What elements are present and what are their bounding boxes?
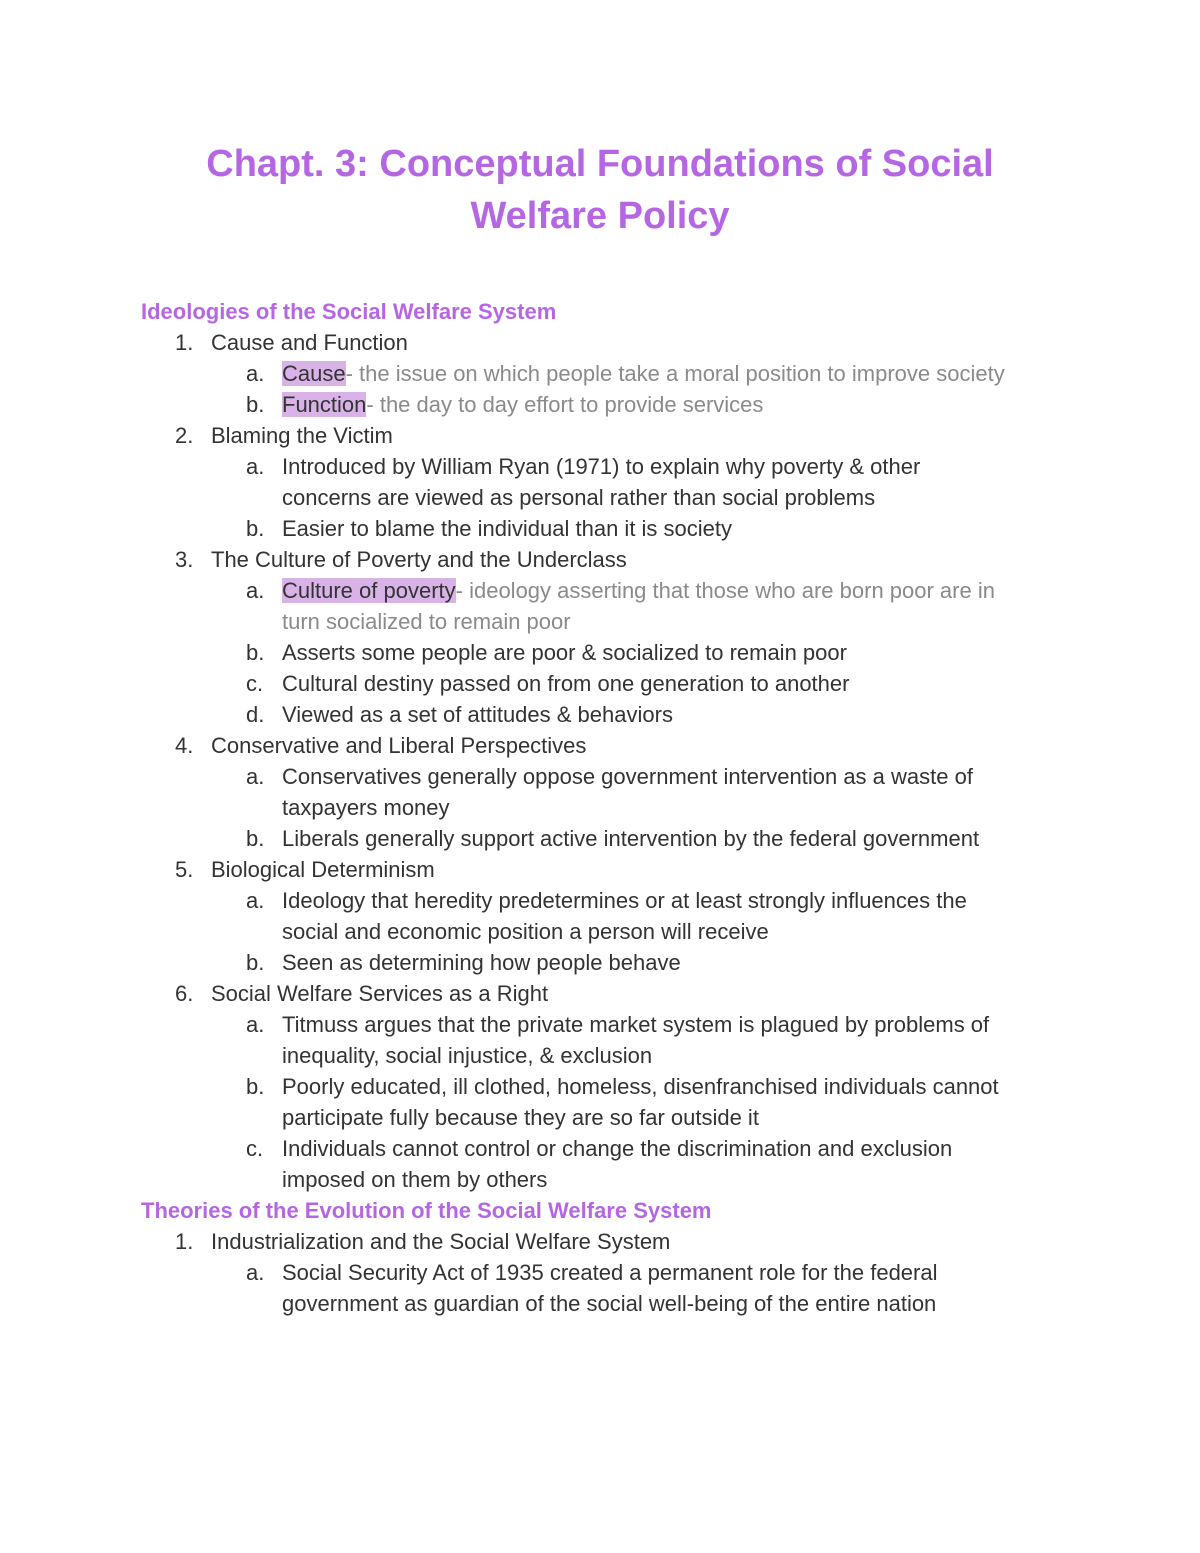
sub-item-line: Ideology that heredity predetermines or at least strongly influences the xyxy=(282,888,967,913)
sub-item-line: participate fully because they are so far outside it xyxy=(282,1105,759,1130)
sub-item-line: Viewed as a set of attitudes & behaviors xyxy=(282,702,673,727)
section-ideologies xyxy=(0,296,1200,1195)
sub-list-item xyxy=(0,513,1200,544)
sub-item-body xyxy=(282,451,1072,513)
highlighted-term: Function xyxy=(282,392,367,417)
sub-item-letter: a. xyxy=(246,764,265,789)
sub-item-line: Titmuss argues that the private market system is plagued by problems of xyxy=(282,1012,990,1037)
sub-item-letter: b. xyxy=(246,640,265,665)
sub-list-item xyxy=(0,358,1200,389)
sub-item-body xyxy=(282,823,1072,854)
sub-item-letter: a. xyxy=(246,578,265,603)
sub-item-line: inequality, social injustice, & exclusion xyxy=(282,1043,653,1068)
sub-list-item xyxy=(0,947,1200,978)
list-item-label: Blaming the Victim xyxy=(211,423,393,448)
term-definition: the day to day effort to provide services xyxy=(373,392,764,417)
sub-list-item xyxy=(0,699,1200,730)
sub-item-line: Social Security Act of 1935 created a permanent role for the federal xyxy=(282,1260,938,1285)
term-separator: - xyxy=(345,361,353,386)
sub-list-item xyxy=(0,1009,1200,1071)
sub-item-body xyxy=(282,761,1072,823)
sub-list-item xyxy=(0,637,1200,668)
title-line-2: Welfare Policy xyxy=(470,195,730,237)
sub-item-line: Conservatives generally oppose government intervention as a waste of xyxy=(282,764,973,789)
list-item-label: Social Welfare Services as a Right xyxy=(211,981,549,1006)
title-line-1: Chapt. 3: Conceptual Foundations of Social xyxy=(206,143,994,185)
list-item-number: 4. xyxy=(175,733,194,758)
sub-item-line: Poorly educated, ill clothed, homeless, disenfranchised individuals cannot xyxy=(282,1074,999,1099)
sub-item-line: government as guardian of the social well-being of the entire nation xyxy=(282,1291,937,1316)
sub-item-line xyxy=(282,358,1072,389)
list-item-number: 1. xyxy=(175,330,194,355)
sub-list-item xyxy=(0,761,1200,823)
sub-item-body xyxy=(282,1133,1072,1195)
term-definition: the issue on which people take a moral position to improve society xyxy=(352,361,1005,386)
sub-item-letter: a. xyxy=(246,454,265,479)
sub-item-line: Introduced by William Ryan (1971) to explain why poverty & other xyxy=(282,454,921,479)
section-heading: Ideologies of the Social Welfare System xyxy=(141,299,557,324)
sub-item-letter: a. xyxy=(246,888,265,913)
list-item xyxy=(0,327,1200,358)
list-item-number: 2. xyxy=(175,423,194,448)
sub-list-item xyxy=(0,575,1200,637)
term-definition: ideology asserting that those who are born poor are in xyxy=(462,578,995,603)
list-item xyxy=(0,544,1200,575)
list-item-label: Cause and Function xyxy=(211,330,408,355)
sub-item-letter: a. xyxy=(246,1012,265,1037)
sub-item-letter: d. xyxy=(246,702,265,727)
list-item xyxy=(0,854,1200,885)
list-item-label: Industrialization and the Social Welfare System xyxy=(211,1229,671,1254)
sub-item-letter: c. xyxy=(246,671,264,696)
sub-item-line: taxpayers money xyxy=(282,795,450,820)
list-item xyxy=(0,1226,1200,1257)
sub-item-body xyxy=(282,1071,1072,1133)
highlighted-term: Cause xyxy=(282,361,346,386)
list-item-label: The Culture of Poverty and the Underclass xyxy=(211,547,627,572)
sub-item-letter: b. xyxy=(246,392,265,417)
list-item-label: Biological Determinism xyxy=(211,857,435,882)
sub-item-line xyxy=(282,389,1072,420)
sub-item-letter: a. xyxy=(246,361,265,386)
page-title xyxy=(0,138,1200,242)
sub-item-letter: b. xyxy=(246,516,265,541)
list-item-number: 1. xyxy=(175,1229,194,1254)
sub-list-item xyxy=(0,823,1200,854)
sub-item-body xyxy=(282,575,1072,637)
sub-item-body xyxy=(282,947,1072,978)
sub-item-body xyxy=(282,637,1072,668)
sub-item-letter: c. xyxy=(246,1136,264,1161)
sub-item-letter: a. xyxy=(246,1260,265,1285)
sub-item-line: Cultural destiny passed on from one generation to another xyxy=(282,671,850,696)
sub-item-letter: b. xyxy=(246,950,265,975)
term-separator: - xyxy=(455,578,463,603)
section-heading: Theories of the Evolution of the Social Welfare System xyxy=(141,1198,712,1223)
sub-list-item xyxy=(0,1257,1200,1319)
sub-item-line xyxy=(282,575,1072,606)
term-separator: - xyxy=(366,392,374,417)
sub-list-item xyxy=(0,389,1200,420)
sub-item-line: Seen as determining how people behave xyxy=(282,950,681,975)
sub-item-body xyxy=(282,668,1072,699)
highlighted-term: Culture of poverty xyxy=(282,578,456,603)
section-theories xyxy=(0,1195,1200,1319)
sub-list-item xyxy=(0,1133,1200,1195)
sub-list-item xyxy=(0,668,1200,699)
sub-item-line: social and economic position a person will receive xyxy=(282,919,769,944)
list-item xyxy=(0,730,1200,761)
sub-item-body xyxy=(282,1009,1072,1071)
sub-list-item xyxy=(0,885,1200,947)
sub-item-letter: b. xyxy=(246,826,265,851)
notes-content xyxy=(0,296,1200,1319)
sub-item-body xyxy=(282,885,1072,947)
sub-item-letter: b. xyxy=(246,1074,265,1099)
sub-list-item xyxy=(0,1071,1200,1133)
list-item xyxy=(0,420,1200,451)
sub-item-body xyxy=(282,1257,1072,1319)
list-item-number: 5. xyxy=(175,857,194,882)
sub-item-line: concerns are viewed as personal rather than social problems xyxy=(282,485,876,510)
sub-item-line: Asserts some people are poor & socialized to remain poor xyxy=(282,640,847,665)
list-item-number: 3. xyxy=(175,547,194,572)
sub-list-item xyxy=(0,451,1200,513)
sub-item-line: Liberals generally support active intervention by the federal government xyxy=(282,826,980,851)
sub-item-line: imposed on them by others xyxy=(282,1167,548,1192)
list-item-label: Conservative and Liberal Perspectives xyxy=(211,733,587,758)
list-item xyxy=(0,978,1200,1009)
sub-item-line: Individuals cannot control or change the discrimination and exclusion xyxy=(282,1136,953,1161)
sub-item-line: Easier to blame the individual than it is society xyxy=(282,516,733,541)
sub-item-body xyxy=(282,358,1072,389)
term-definition-continued: turn socialized to remain poor xyxy=(282,609,571,634)
sub-item-body xyxy=(282,389,1072,420)
sub-item-body xyxy=(282,513,1072,544)
sub-item-body xyxy=(282,699,1072,730)
list-item-number: 6. xyxy=(175,981,194,1006)
